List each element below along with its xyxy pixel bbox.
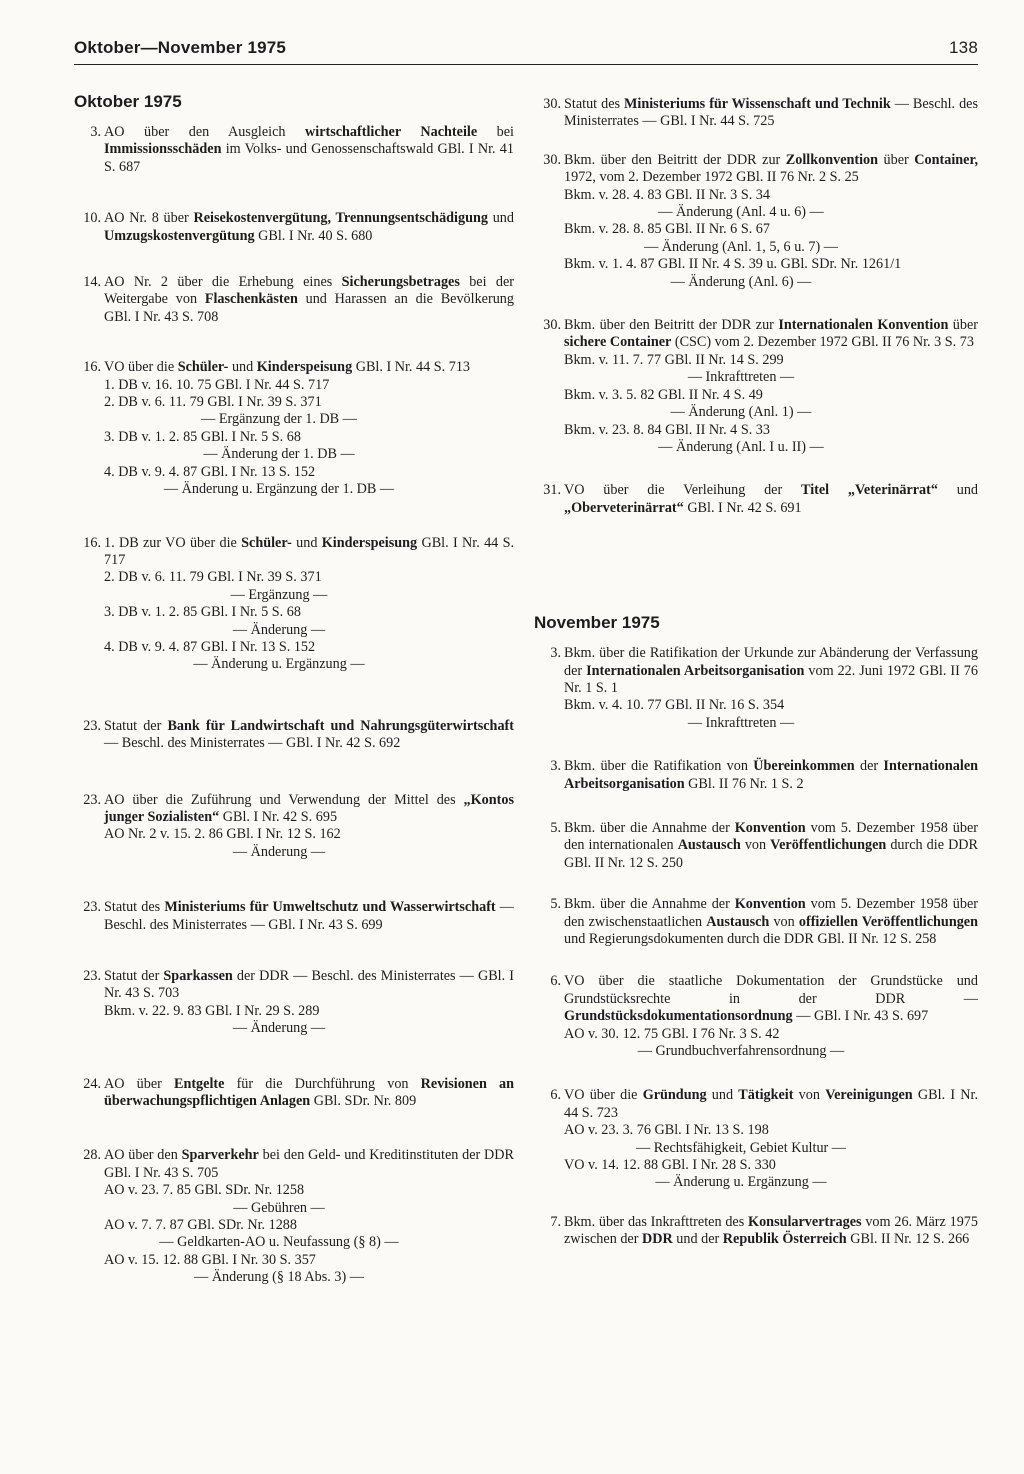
entry-text-segment: AO Nr. 2 über die Erhebung eines	[104, 274, 342, 291]
entry-text	[564, 896, 978, 948]
entry-text-segment: Bkm. über die Annahme der	[564, 819, 735, 836]
entry-day: 16.	[83, 534, 101, 551]
entry-body	[564, 645, 978, 732]
entry-text-segment: GBl. I Nr. 42 S. 691	[683, 499, 802, 516]
entry-text-segment: — Beschl. des Ministerrates — GBl. I Nr. 42 S. 692	[104, 735, 401, 752]
entry-keyword: Grundstücksdokumentationsordnung	[564, 1008, 793, 1025]
entry-body	[104, 792, 514, 862]
list-entry	[534, 1214, 978, 1249]
entry-text-segment: bei	[477, 124, 514, 140]
entry-text-segment: GBl. I Nr. 40 S. 680	[254, 227, 373, 244]
entry-keyword: Umzugskostenvergütung	[104, 227, 255, 244]
entry-text	[104, 1076, 514, 1111]
entry-day: 30.	[543, 151, 561, 168]
entry-keyword: Entgelte	[173, 1075, 225, 1092]
entry-text-segment: AO über den	[104, 1147, 182, 1164]
entry-body	[564, 896, 978, 948]
list-entry	[534, 896, 978, 948]
amendment-note: — Änderung der 1. DB —	[203, 446, 355, 463]
entry-text-segment: für die Durchführung von	[224, 1075, 421, 1092]
amendment-note: — Rechtsfähigkeit, Gebiet Kultur —	[635, 1139, 846, 1156]
entry-day: 16.	[83, 359, 101, 376]
entry-day: 3.	[90, 124, 101, 140]
entry-text-segment: 1. DB zur VO über die	[104, 534, 242, 551]
entry-keyword: Vereinigungen	[825, 1087, 913, 1104]
list-entry	[534, 482, 978, 517]
entry-text-segment: und	[706, 1087, 739, 1104]
running-head	[74, 38, 978, 58]
entry-text	[104, 718, 514, 753]
amendment-reference: AO Nr. 2 v. 15. 2. 86 GBl. I Nr. 12 S. 162	[104, 826, 341, 843]
entry-text-segment: und	[291, 534, 322, 551]
list-entry	[534, 973, 978, 1060]
amendment-note: — Grundbuchverfahrensordnung —	[637, 1043, 845, 1060]
entry-keyword: Sparkassen	[163, 968, 233, 984]
amendment-reference: 2. DB v. 6. 11. 79 GBl. I Nr. 39 S. 371	[104, 569, 322, 586]
entry-text-segment: AO über	[104, 1075, 174, 1092]
entry-body	[564, 482, 978, 517]
amendment-note: — Änderung —	[232, 843, 326, 860]
entry-text-segment: VO über die	[104, 359, 178, 376]
entry-text-segment: vom 5. Dezember 1958 über den zwischenstaatlichen	[564, 896, 978, 930]
entry-text	[564, 1087, 978, 1122]
entry-day: 23.	[83, 968, 101, 984]
entry-text-segment: GBl. I Nr. 44 S. 713	[352, 359, 471, 376]
entry-text-segment: und Regierungsdokumenten durch die DDR GBl. II Nr. 12 S. 258	[564, 931, 937, 947]
entry-day: 31.	[543, 482, 561, 499]
entry-keyword: Übereinkommen	[753, 758, 855, 775]
entry-keyword: Gründung	[642, 1087, 707, 1104]
entry-text-segment: Statut der	[104, 717, 168, 734]
amendment-reference: Bkm. v. 28. 4. 83 GBl. II Nr. 3 S. 34	[564, 186, 770, 203]
amendment-note: — Änderung u. Ergänzung —	[193, 656, 365, 673]
entry-text-segment: Bkm. über das Inkrafttreten des	[564, 1213, 749, 1230]
page-number: 138	[949, 38, 978, 57]
amendment-note: — Geldkarten-AO u. Neufassung (§ 8) —	[159, 1234, 399, 1251]
amendment-reference: VO v. 14. 12. 88 GBl. I Nr. 28 S. 330	[564, 1157, 776, 1174]
amendment-reference: 3. DB v. 1. 2. 85 GBl. I Nr. 5 S. 68	[104, 604, 301, 621]
entry-keyword: Revisionen an überwachungspflichtigen Anlagen	[104, 1075, 514, 1110]
entry-body	[564, 1214, 978, 1249]
entry-day: 23.	[83, 791, 101, 808]
entry-body	[104, 210, 514, 245]
entry-text-segment: Statut der	[104, 968, 164, 984]
entry-body	[564, 1087, 978, 1191]
entry-text-segment: im Volks- und Genossenschaftswald GBl. I Nr. 41 S. 687	[104, 141, 514, 175]
entry-text-segment: GBl. SDr. Nr. 809	[310, 1093, 417, 1110]
list-entry	[534, 645, 978, 732]
list-entry	[74, 1076, 514, 1111]
list-entry	[534, 820, 978, 872]
entry-text-segment: — GBl. I Nr. 43 S. 697	[792, 1008, 929, 1025]
amendment-note: — Änderung (Anl. 1, 5, 6 u. 7) —	[644, 238, 838, 255]
entry-day: 3.	[550, 645, 561, 662]
amendment-reference: Bkm. v. 3. 5. 82 GBl. II Nr. 4 S. 49	[564, 386, 763, 403]
entry-text-segment: Statut des	[104, 899, 165, 916]
entry-text-segment: Statut des	[564, 96, 625, 112]
list-entry	[74, 899, 514, 934]
left-column	[74, 92, 514, 1287]
amendment-reference: Bkm. v. 22. 9. 83 GBl. I Nr. 29 S. 289	[104, 1002, 320, 1019]
entry-keyword: Internationalen Arbeitsorganisation	[586, 662, 805, 679]
amendment-reference: 4. DB v. 9. 4. 87 GBl. I Nr. 13 S. 152	[104, 463, 316, 480]
entry-text-segment: VO über die Verleihung der	[564, 482, 801, 499]
entry-keyword: Sicherungsbetrages	[341, 274, 460, 291]
entry-text	[104, 274, 514, 326]
month-heading-november: November 1975	[534, 613, 660, 633]
entry-day: 30.	[543, 96, 561, 112]
entry-text-segment: Bkm. über die Annahme der	[564, 896, 735, 913]
amendment-reference: AO v. 23. 7. 85 GBl. SDr. Nr. 1258	[104, 1182, 305, 1199]
entry-keyword: Kinderspeisung	[321, 534, 418, 551]
entry-day: 6.	[550, 1087, 561, 1104]
entry-body	[104, 718, 514, 753]
entry-keyword: wirtschaftlicher Nachteile	[305, 124, 478, 140]
header-rule	[74, 64, 978, 65]
entry-text-segment: und	[937, 482, 978, 499]
amendment-note: — Änderung —	[232, 1020, 326, 1037]
month-heading-october: Oktober 1975	[74, 92, 182, 111]
amendment-reference: 1. DB v. 16. 10. 75 GBl. I Nr. 44 S. 717	[104, 376, 330, 393]
list-entry	[534, 96, 978, 131]
entry-keyword: Schüler-	[241, 534, 292, 551]
amendment-reference: Bkm. v. 4. 10. 77 GBl. II Nr. 16 S. 354	[564, 697, 785, 714]
entry-text-segment: Bkm. über die Ratifikation von	[564, 758, 754, 775]
entry-text-segment: über	[878, 151, 915, 168]
entry-body	[104, 1076, 514, 1111]
entry-keyword: Ministeriums für Wissenschaft und Technik	[624, 96, 891, 112]
entry-text-segment: bei der Weitergabe von	[104, 274, 515, 308]
entry-day: 5.	[550, 819, 561, 836]
amendment-reference: Bkm. v. 1. 4. 87 GBl. II Nr. 4 S. 39 u. GBl. SDr. Nr. 1261/1	[564, 256, 902, 273]
entry-body	[104, 1147, 514, 1286]
list-entry	[74, 718, 514, 753]
entry-day: 3.	[550, 758, 561, 775]
entry-body	[104, 274, 514, 326]
entry-keyword: Immissionsschäden	[104, 141, 222, 158]
list-entry	[74, 968, 514, 1038]
entry-text-segment: GBl. I Nr. 44 S. 723	[564, 1087, 979, 1121]
list-entry	[534, 152, 978, 291]
entry-text-segment: VO über die	[564, 1087, 643, 1104]
amendment-note: — Änderung u. Ergänzung —	[655, 1174, 827, 1191]
entry-text-segment: und der	[672, 1231, 723, 1248]
entry-text	[104, 359, 514, 376]
entry-body	[564, 758, 978, 793]
entry-text	[564, 758, 978, 793]
entry-text	[104, 535, 514, 570]
entry-text	[104, 124, 514, 176]
entry-text	[104, 210, 514, 245]
list-entry	[74, 210, 514, 245]
entry-text-segment: vom 5. Dezember 1958 über den internationalen	[564, 819, 978, 854]
entry-text-segment: AO über die Zuführung und Verwendung der Mittel des	[104, 791, 464, 808]
entry-text-segment: von	[793, 1087, 826, 1104]
amendment-reference: Bkm. v. 28. 8. 85 GBl. II Nr. 6 S. 67	[564, 221, 770, 238]
entry-keyword: „Kontos junger Sozialisten“	[104, 791, 514, 825]
amendment-reference: 3. DB v. 1. 2. 85 GBl. I Nr. 5 S. 68	[104, 428, 301, 445]
list-entry	[74, 535, 514, 674]
entry-keyword: Flaschenkästen	[204, 291, 298, 308]
entry-day: 30.	[543, 317, 561, 334]
entry-keyword: Internationalen Arbeitsorganisation	[564, 758, 979, 792]
right-column	[534, 96, 978, 1249]
entry-text-segment: bei den Geld- und Kreditinstituten der DDR GBl. I Nr. 43 S. 705	[104, 1147, 515, 1181]
entry-text-segment: — Beschl. des Ministerrates — GBl. I Nr. 44 S. 725	[564, 96, 978, 130]
running-head-title: Oktober—November 1975	[74, 38, 287, 57]
amendment-note: — Änderung (Anl. 4 u. 6) —	[658, 204, 824, 221]
amendment-reference: 4. DB v. 9. 4. 87 GBl. I Nr. 13 S. 152	[104, 638, 316, 655]
entry-keyword: Austausch	[706, 913, 770, 930]
entry-text-segment: — Beschl. des Ministerrates — GBl. I Nr. 43 S. 699	[104, 899, 514, 933]
entry-text-segment: und Harassen an die Bevölkerung GBl. I Nr. 43 S. 708	[104, 291, 514, 325]
list-entry	[74, 359, 514, 498]
amendment-note: — Ergänzung —	[230, 586, 328, 603]
entry-text-segment: der	[854, 758, 884, 775]
entry-keyword: Konvention	[734, 819, 806, 836]
entry-text-segment: über	[948, 317, 978, 334]
october-entries-continued	[534, 96, 978, 517]
amendment-reference: AO v. 15. 12. 88 GBl. I Nr. 30 S. 357	[104, 1251, 316, 1268]
amendment-note: — Änderung (Anl. 1) —	[670, 404, 812, 421]
amendment-note: — Ergänzung der 1. DB —	[201, 411, 357, 428]
entry-text-segment: GBl. I Nr. 44 S. 717	[104, 534, 515, 568]
entry-text	[104, 792, 514, 827]
entry-text-segment: AO Nr. 8 über	[104, 210, 194, 227]
entry-text-segment: GBl. II Nr. 12 S. 266	[846, 1231, 970, 1248]
list-entry	[534, 317, 978, 456]
entry-keyword: Ministeriums für Umweltschutz und Wasserwirtschaft	[164, 899, 496, 916]
entry-text	[564, 973, 978, 1025]
entry-keyword: Konsularvertrages	[748, 1213, 862, 1230]
entry-text-segment: von	[740, 837, 771, 854]
entry-text-segment: AO über den Ausgleich	[104, 124, 306, 140]
amendment-reference: Bkm. v. 11. 7. 77 GBl. II Nr. 14 S. 299	[564, 351, 784, 368]
entry-keyword: DDR	[642, 1231, 673, 1248]
list-entry	[74, 792, 514, 862]
entry-text-segment: 1972, vom 2. Dezember 1972 GBl. II 76 Nr. 2 S. 25	[564, 169, 859, 186]
entry-body	[104, 535, 514, 674]
list-entry	[534, 1087, 978, 1191]
entry-text	[564, 1214, 978, 1249]
entry-text-segment: Bkm. über den Beitritt der DDR zur	[564, 317, 779, 334]
entry-keyword: Konvention	[734, 896, 806, 913]
entry-body	[564, 152, 978, 291]
entry-day: 10.	[83, 210, 101, 227]
amendment-note: — Inkrafttreten —	[687, 369, 795, 386]
amendment-reference: Bkm. v. 23. 8. 84 GBl. II Nr. 4 S. 33	[564, 421, 770, 438]
list-entry	[74, 274, 514, 326]
entry-text-segment: von	[769, 913, 799, 930]
entry-text-segment: GBl. I Nr. 42 S. 695	[219, 808, 338, 825]
entry-body	[564, 317, 978, 456]
list-entry	[74, 1147, 514, 1286]
entry-day: 24.	[83, 1075, 101, 1092]
amendment-note: — Inkrafttreten —	[687, 714, 795, 731]
entry-text-segment: GBl. II 76 Nr. 1 S. 2	[684, 775, 804, 792]
entry-text-segment: durch die DDR GBl. II Nr. 12 S. 250	[564, 837, 979, 871]
list-entry	[74, 124, 514, 176]
amendment-reference: AO v. 30. 12. 75 GBl. I 76 Nr. 3 S. 42	[564, 1025, 780, 1042]
entry-body	[104, 899, 514, 934]
entry-keyword: Zollkonvention	[785, 151, 879, 168]
entry-body	[564, 96, 978, 131]
entry-day: 7.	[550, 1213, 561, 1230]
entry-day: 14.	[83, 274, 101, 291]
entry-text	[564, 820, 978, 872]
entry-text-segment: VO über die staatliche Dokumentation der Grundstücke und Grundstücksrechte in der DDR —	[564, 973, 978, 1007]
amendment-note: — Änderung u. Ergänzung der 1. DB —	[163, 481, 395, 498]
entry-text-segment: Bkm. über die Ratifikation der Urkunde zur Abänderung der Verfassung der	[564, 645, 978, 679]
entry-body	[104, 124, 514, 176]
entry-keyword: Veröffentlichungen	[770, 837, 887, 854]
entry-text	[564, 482, 978, 517]
amendment-note: — Änderung (Anl. 6) —	[670, 273, 812, 290]
entry-text-segment: und	[487, 210, 514, 227]
entry-text-segment: vom 26. März 1975 zwischen der	[564, 1213, 978, 1248]
entry-keyword: sichere Container	[564, 334, 672, 351]
amendment-reference: AO v. 23. 3. 76 GBl. I Nr. 13 S. 198	[564, 1122, 769, 1139]
entry-keyword: Titel „Veterinärrat“	[800, 482, 938, 499]
amendment-note: — Änderung (§ 18 Abs. 3) —	[194, 1269, 364, 1286]
october-entries	[74, 124, 514, 1287]
entry-body	[564, 820, 978, 872]
entry-keyword: Container,	[914, 151, 978, 168]
entry-keyword: Austausch	[677, 837, 741, 854]
entry-keyword: Bank für Landwirtschaft und Nahrungsgüterwirtschaft	[167, 717, 514, 734]
entry-keyword: Tätigkeit	[738, 1087, 794, 1104]
entry-day: 28.	[83, 1147, 101, 1164]
entry-day: 6.	[550, 973, 561, 990]
amendment-note: — Änderung (Anl. I u. II) —	[658, 438, 824, 455]
amendment-reference: 2. DB v. 6. 11. 79 GBl. I Nr. 39 S. 371	[104, 394, 322, 411]
entry-keyword: Sparverkehr	[181, 1147, 259, 1164]
november-entries	[534, 645, 978, 1249]
entry-text-segment: (CSC) vom 2. Dezember 1972 GBl. II 76 Nr. 3 S. 73	[671, 334, 974, 351]
entry-text	[104, 968, 514, 1003]
entry-keyword: Kinderspeisung	[256, 359, 353, 376]
entry-day: 23.	[83, 717, 101, 734]
entry-text	[564, 317, 978, 352]
entry-keyword: Reisekostenvergütung, Trennungsentschädigung	[193, 210, 488, 227]
entry-text	[104, 1147, 514, 1182]
entry-text-segment: der DDR — Beschl. des Ministerrates — GBl. I Nr. 43 S. 703	[104, 968, 514, 1002]
entry-text	[564, 645, 978, 697]
amendment-note: — Änderung —	[232, 621, 326, 638]
amendment-reference: AO v. 7. 7. 87 GBl. SDr. Nr. 1288	[104, 1217, 297, 1234]
entry-day: 23.	[83, 899, 101, 916]
entry-text-segment: und	[228, 359, 257, 376]
entry-text-segment: vom 22. Juni 1972 GBl. II 76 Nr. 1 S. 1	[564, 662, 978, 696]
entry-text	[564, 96, 978, 131]
entry-body	[564, 973, 978, 1060]
entry-text	[564, 152, 978, 187]
entry-keyword: Internationalen Konvention	[778, 317, 949, 334]
entry-body	[104, 359, 514, 498]
amendment-note: — Gebühren —	[233, 1199, 325, 1216]
list-entry	[534, 758, 978, 793]
entry-body	[104, 968, 514, 1038]
entry-text-segment: Bkm. über den Beitritt der DDR zur	[564, 151, 786, 168]
entry-keyword: „Oberveterinärrat“	[564, 499, 684, 516]
entry-keyword: Schüler-	[177, 359, 229, 376]
entry-keyword: offiziellen Veröffentlichungen	[798, 913, 978, 930]
entry-day: 5.	[550, 896, 561, 913]
entry-text	[104, 899, 514, 934]
entry-keyword: Republik Österreich	[722, 1231, 847, 1248]
